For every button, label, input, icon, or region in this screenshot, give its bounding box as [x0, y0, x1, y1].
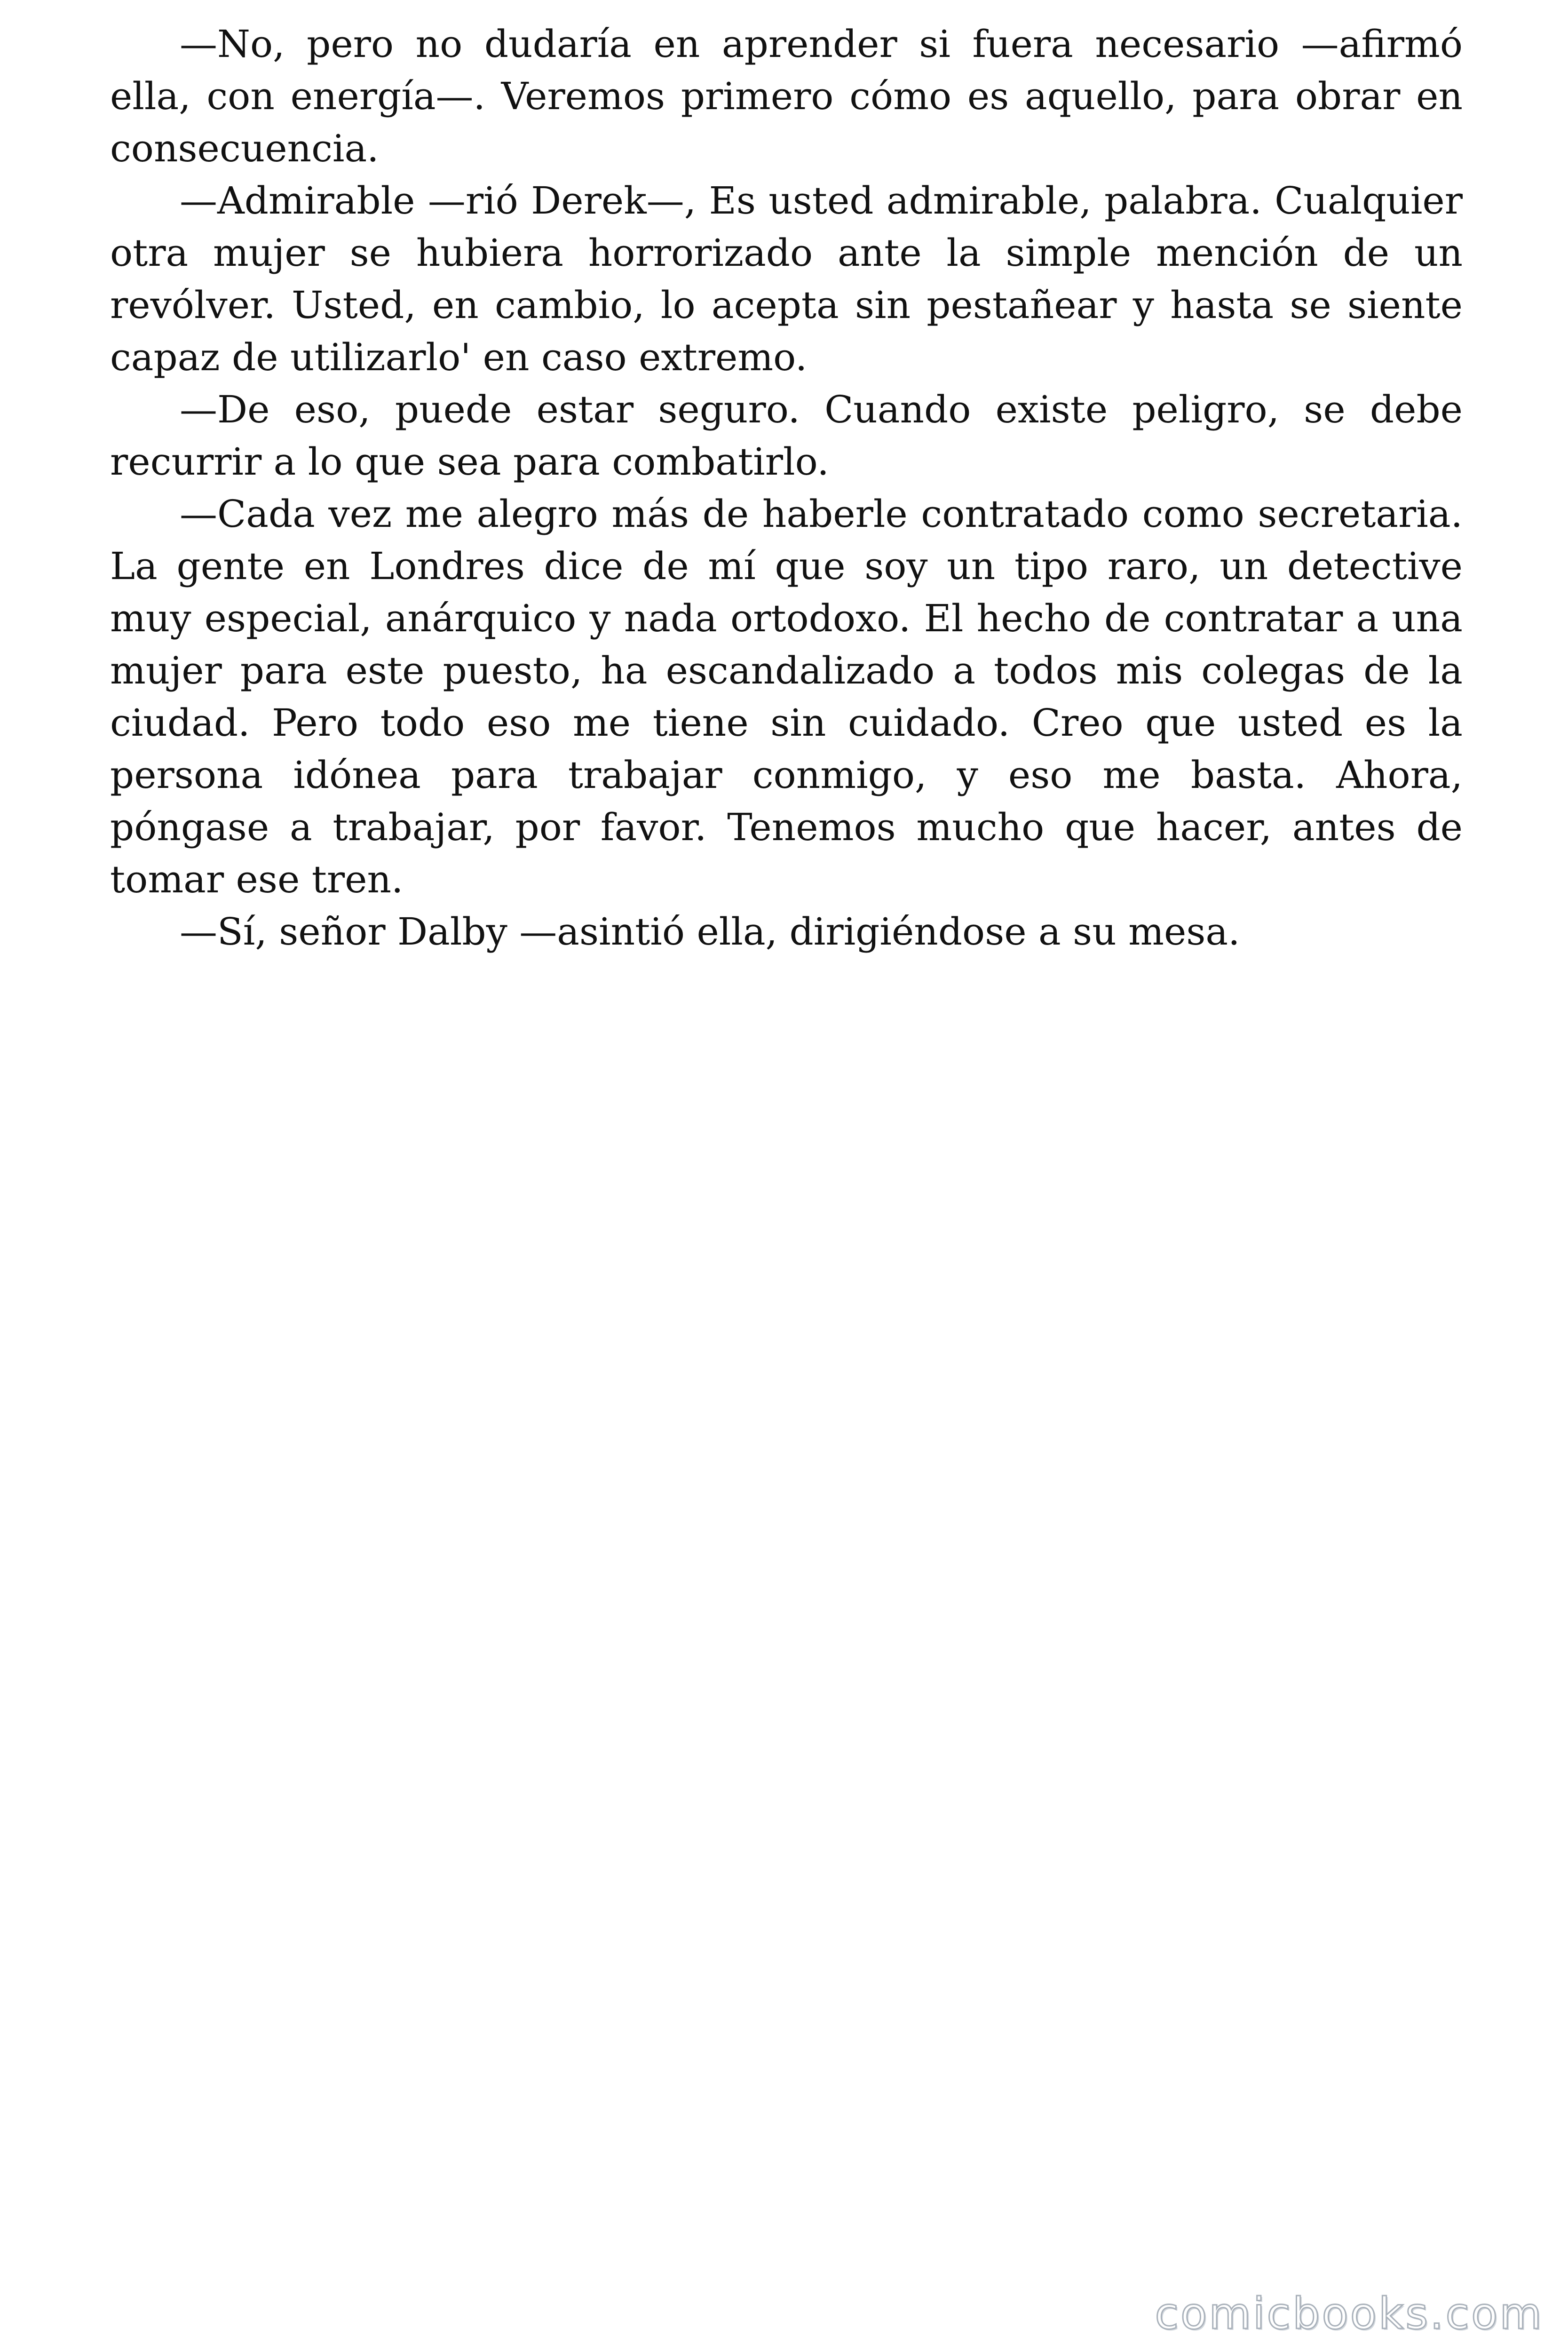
watermark: comicbooks.com: [1155, 2288, 1544, 2339]
paragraph: —No, pero no dudaría en aprender si fuera necesario —afirmó ella, con energía—. Veremos primero cómo es aquello, para obrar en consecuencia.: [110, 22, 1463, 170]
paragraph: —Sí, señor Dalby —asintió ella, dirigiéndose a su mesa.: [180, 910, 1240, 954]
paragraph: —Cada vez me alegro más de haberle contratado como secretaria. La gente en Londres dice de mí que soy un tipo raro, un detective muy especial, anárquico y nada ortodoxo. El hecho de contratar a una mujer para este puesto, ha escandalizado a todos mis colegas de la ciudad. Pero todo eso me tiene sin cuidado. Creo que usted es la persona idónea para trabajar conmigo, y eso me basta. Ahora, póngase a trabajar, por favor. Tenemos mucho que hacer, antes de tomar ese tren.: [110, 492, 1463, 901]
paragraph: —Admirable —rió Derek—, Es usted admirable, palabra. Cualquier otra mujer se hubiera horrorizado ante la simple mención de un revólver. Usted, en cambio, lo acepta sin pestañear y hasta se siente capaz de utilizarlo' en caso extremo.: [110, 179, 1463, 379]
paragraph: —De eso, puede estar seguro. Cuando existe peligro, se debe recurrir a lo que sea para combatirlo.: [110, 388, 1463, 484]
page-body: [110, 18, 1463, 958]
